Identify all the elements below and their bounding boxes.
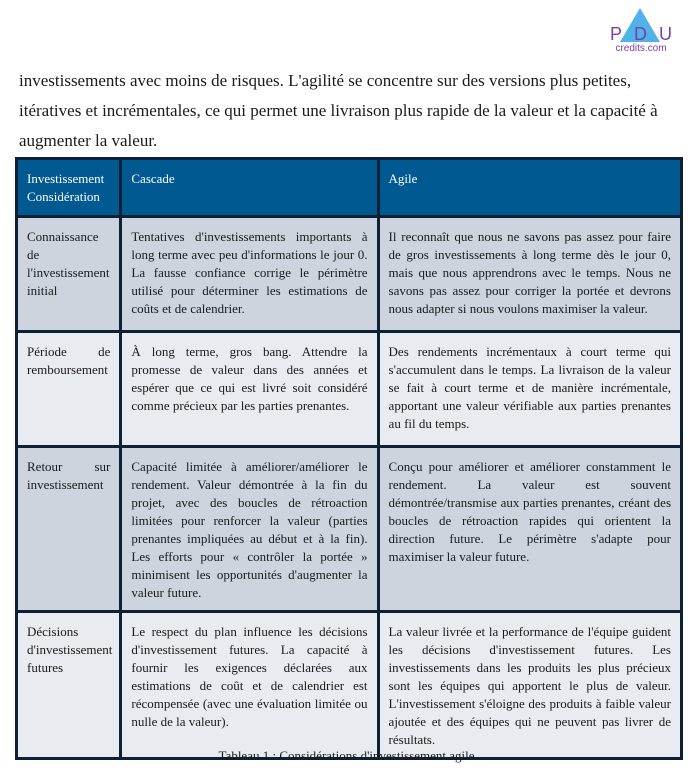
cell-agile: La valeur livrée et la performance de l'équipe guident les décisions d'investissement futures. Les investissements dans les produits les plus précieux sont les équipes qui apportent le plus de valeur. L'investissement s'éloigne des produits à faible valeur ajoutée et des équipes qui ne peuvent pas livrer de résultats. [378,612,681,759]
header-agile: Agile [378,159,681,217]
cell-agile: Conçu pour améliorer et améliorer constamment le rendement. La valeur est souvent démontrée/transmise aux parties prenantes, créant des boucles de rétroaction rapides qui orientent la direction future. Le périmètre s'adapte pour maximiser la valeur future. [378,447,681,612]
investment-considerations-table [15,157,683,760]
cell-cascade: Le respect du plan influence les décisions d'investissement futures. La capacité à fournir les exigences déclarées aux estimations de coût et de calendrier est récompensée (avec une évaluation limitée ou nulle de la valeur). [121,612,378,759]
cell-agile: Il reconnaît que nous ne savons pas assez pour faire de gros investissements à long terme dès le jour 0, mais que nous apprendrons avec le temps. Nous ne savons pas assez pour corriger la portée et devrons nous adapter si nous voulons maximiser la valeur. [378,217,681,332]
logo-subtitle: credits.com [615,43,667,54]
table-row [17,612,682,759]
table-header-row [17,159,682,217]
logo-letter-u: U [658,24,672,44]
logo-letter-d: D [634,24,647,44]
row-label-payback-period: Période de remboursement [17,332,121,447]
header-cascade: Cascade [121,159,378,217]
cell-cascade: Tentatives d'investissements importants à long terme avec peu d'informations le jour 0. La fausse confiance corrige le périmètre utilisé pour déterminer les estimations de coûts et de calendrier. [121,217,378,332]
cell-agile: Des rendements incrémentaux à court terme qui s'accumulent dans le temps. La livraison de la valeur se fait à court terme et de manière incrémentale, apportant une valeur vérifiable aux parties prenantes au fil du temps. [378,332,681,447]
cell-cascade: Capacité limitée à améliorer/améliorer le rendement. Valeur démontrée à la fin du projet, avec des boucles de rétroaction limitées pour renforcer la valeur (parties prenantes impliquées au début et à la fin). Les efforts pour « contrôler la portée » minimisent les opportunités d'augmenter la valeur future. [121,447,378,612]
row-label-future-decisions: Décisions d'investissement futures [17,612,121,759]
table-row [17,332,682,447]
table-caption: Tableau 1 : Considérations d'investissement agile [218,748,475,763]
pdu-credits-logo [604,4,676,56]
row-label-roi: Retour sur investissement [17,447,121,612]
table-row [17,447,682,612]
cell-cascade: À long terme, gros bang. Attendre la promesse de valeur dans des années et espérer que ce qui est livré soit considéré comme précieux par les parties prenantes. [121,332,378,447]
table-row [17,217,682,332]
logo-letter-p: P [610,24,623,44]
row-label-initial-knowledge: Connaissance de l'investissement initial [17,217,121,332]
header-consideration: Investissement Considération [17,159,121,217]
logo-letters [610,24,672,45]
intro-paragraph: investissements avec moins de risques. L'agilité se concentre sur des versions plus petites, itératives et incrémentales, ce qui permet une livraison plus rapide de la valeur et la capacité à augmenter la valeur. [19,71,658,150]
